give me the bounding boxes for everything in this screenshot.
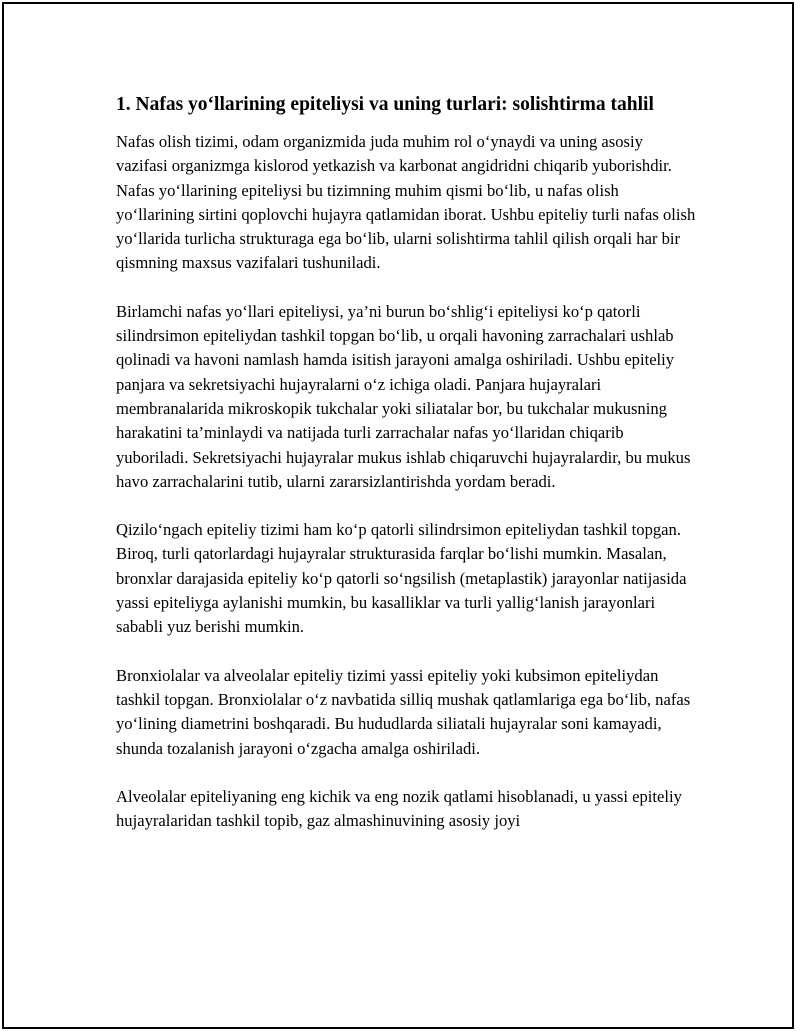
- paragraph-alveoli: Alveolalar epiteliyaning eng kichik va eng nozik qatlami hisoblanadi, u yassi epiteliy hujayralaridan tashkil topib, gaz almashinuvining asosiy joyi: [116, 786, 682, 831]
- paragraph-intro: Nafas olish tizimi, odam organizmida juda muhim rol o‘ynaydi va uning asosiy vazifasi organizmga kislorod yetkazish va karbonat angidridni chiqarib yuborishdir. Nafas yo‘llarining epiteliysi bu tizimning muhim qismi bo‘lib, u nafas olish yo‘llarining sirtini qoplovchi hujayra qatlamidan iborat. Ushbu epiteliy turli nafas olish yo‘llarida turlicha strukturaga ega bo‘lib, ularni solishtirma tahlil qilish orqali har bir qismning maxsus vazifalari tushuniladi.: [116, 132, 696, 273]
- paragraph-nasal-epithelium: Birlamchi nafas yo‘llari epiteliysi, ya’ni burun bo‘shlig‘i epiteliysi ko‘p qatorli silindrsimon epiteliydan tashkil topgan bo‘lib, u orqali havoning zarrachalari ushlab qolinadi va havoni namlash hamda isitish jarayoni amalga oshiriladi. Ushbu epiteliy panjara va sekretsiyachi hujayralarni o‘z ichiga oladi. Panjara hujayralari membranalarida mikroskopik tukchalar yoki siliatalar bor, bu tukchalar mukusning harakatini ta’minlaydi va natijada turli zarrachalar nafas yo‘llaridan chiqarib yuboriladi. Sekretsiyachi hujayralar mukus ishlab chiqaruvchi hujayralardir, bu mukus havo zarrachalarini tutib, ularni zararsizlantirishda yordam beradi.: [116, 301, 691, 491]
- paragraph-bronchioles-alveoli: Bronxiolalar va alveolalar epiteliy tizimi yassi epiteliy yoki kubsimon epiteliydan tashkil topgan. Bronxiolalar o‘z navbatida silliq mushak qatlamlariga ega bo‘lib, nafas yo‘lining diametrini boshqaradi. Bu hududlarda siliatali hujayralar soni kamayadi, shunda tozalanish jarayoni o‘zgacha amalga oshiriladi.: [116, 665, 691, 758]
- paragraph-esophagus-epithelium: Qizilo‘ngach epiteliy tizimi ham ko‘p qatorli silindrsimon epiteliydan tashkil topgan. Biroq, turli qatorlardagi hujayralar strukturasida farqlar bo‘lishi mumkin. Masalan, bronxlar darajasida epiteliy ko‘p qatorli so‘ngsilish (metaplastik) jarayonlar natijasida yassi epiteliyga aylanishi mumkin, bu kasalliklar va turli yallig‘lanish jarayonlari sababli yuz berishi mumkin.: [116, 520, 687, 637]
- section-heading: 1. Nafas yo‘llarining epiteliysi va uning turlari: solishtirma tahlil: [116, 94, 654, 115]
- document-body: [116, 92, 696, 833]
